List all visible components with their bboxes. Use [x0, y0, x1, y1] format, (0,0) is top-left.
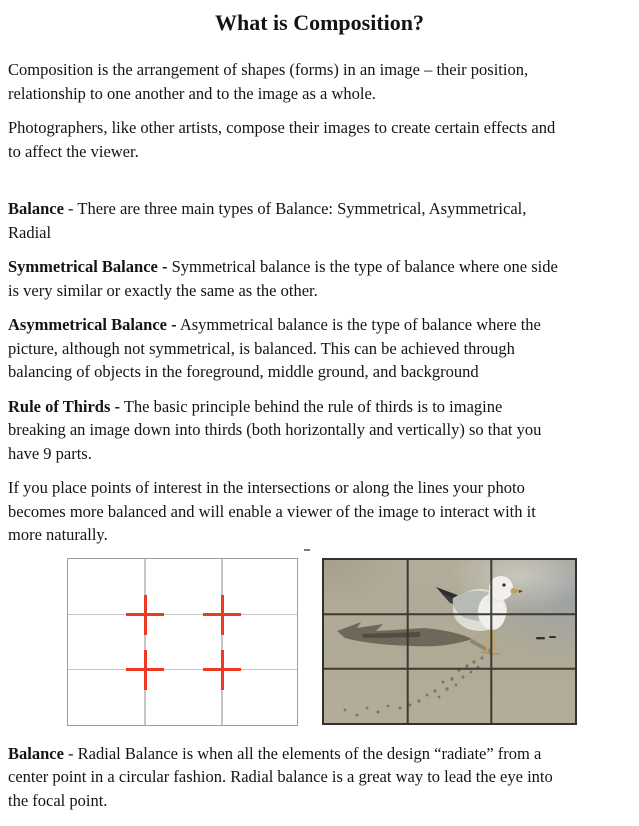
text-line: Radial: [8, 222, 52, 242]
text-line: Rule of Thirds - The basic principle behind the rule of thirds is to imagine: [8, 396, 503, 416]
intersection-cross-marker: [203, 650, 241, 690]
paragraph: [8, 116, 631, 163]
sand-debris: [549, 636, 556, 638]
text-line: balancing of objects in the foreground, middle ground, and background: [8, 362, 479, 381]
text-line: Balance - There are three main types of Balance: Symmetrical, Asymmetrical,: [8, 199, 527, 218]
seagull-beach-photo: [322, 558, 577, 725]
text-line: If you place points of interest in the intersections or along the lines your photo: [8, 478, 525, 497]
gull-beak-tip: [519, 590, 523, 593]
text-line: relationship to one another and to the image as a whole.: [8, 83, 376, 103]
grid-line-vertical: [221, 559, 223, 725]
paragraph: [8, 476, 631, 547]
paragraph: [8, 395, 631, 466]
paragraph: [8, 313, 631, 384]
text-line: center point in a circular fashion. Radial balance is a great way to lead the eye into: [8, 767, 553, 786]
text-line: Balance - Radial Balance is when all the elements of the design “radiate” from a: [8, 743, 542, 763]
intersection-cross-marker: [126, 595, 164, 635]
paragraph: [8, 197, 631, 244]
paragraph: [8, 58, 631, 105]
text-line: is very similar or exactly the same as the other.: [8, 280, 318, 300]
grid-line-horizontal: [68, 614, 297, 616]
intersection-cross-marker: [126, 650, 164, 690]
grid-line-vertical: [144, 559, 146, 725]
text-line: Asymmetrical Balance - Asymmetrical balance is the type of balance where the: [8, 315, 541, 334]
seagull-illustration: [324, 560, 575, 723]
stray-mark: [304, 549, 310, 551]
text-line: Symmetrical Balance - Symmetrical balance is the type of balance where one side: [8, 257, 558, 276]
text-line: the focal point.: [8, 790, 108, 810]
text-line: breaking an image down into thirds (both horizontally and vertically) so that you: [8, 420, 542, 439]
text-line: have 9 parts.: [8, 443, 92, 463]
paragraph: [8, 742, 631, 813]
text-line: becomes more balanced and will enable a viewer of the image to interact with it: [8, 501, 536, 521]
text-line: picture, although not symmetrical, is balanced. This can be achieved through: [8, 338, 515, 358]
figures-row: [67, 558, 631, 726]
document-content: [0, 8, 639, 812]
gull-head: [489, 576, 513, 600]
top-paragraphs: [8, 58, 631, 547]
gull-eye: [502, 583, 505, 586]
intersection-cross-marker: [203, 595, 241, 635]
paragraph: [8, 255, 631, 302]
page-title: What is Composition?: [214, 10, 425, 35]
footprints: [344, 656, 484, 716]
text-line: Composition is the arrangement of shapes (forms) in an image – their position,: [8, 60, 529, 79]
sand-debris: [536, 637, 545, 639]
text-line: to affect the viewer.: [8, 141, 139, 161]
text-line: Photographers, like other artists, compose their images to create certain effects and: [8, 118, 556, 137]
bottom-paragraphs: [8, 742, 631, 813]
text-line: more naturally.: [8, 525, 108, 544]
grid-line-horizontal: [68, 669, 297, 671]
rule-of-thirds-diagram: [67, 558, 298, 726]
